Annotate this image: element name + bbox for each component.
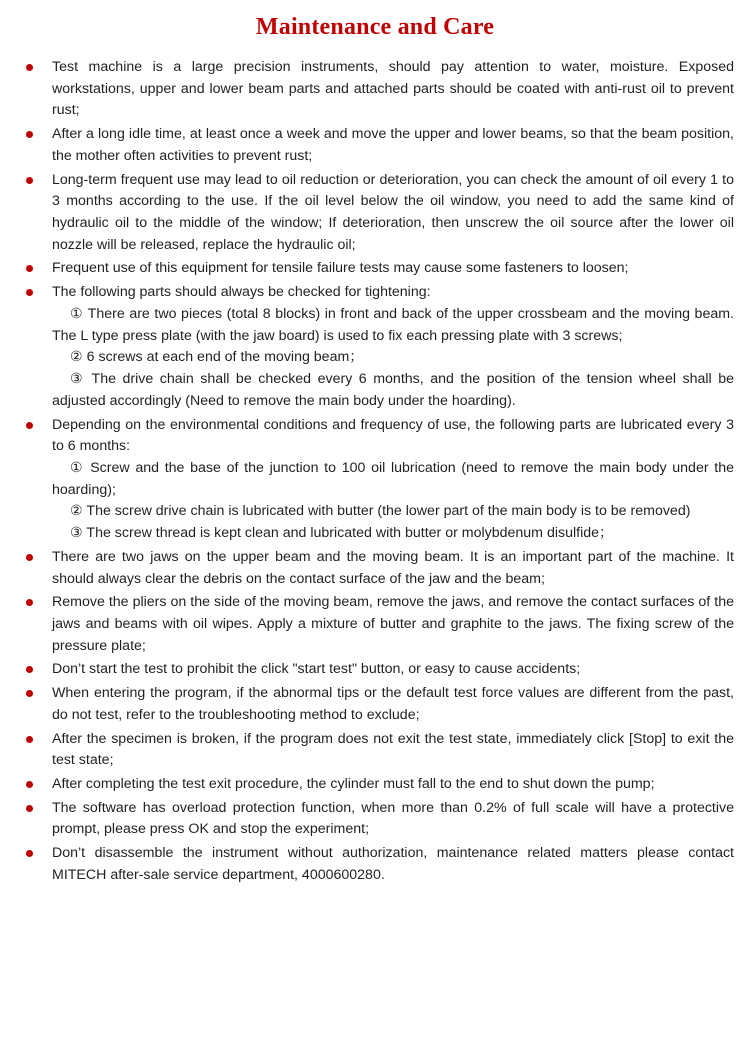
list-item bbox=[16, 415, 734, 545]
list-item-subline: ③ The screw thread is kept clean and lubricated with butter or molybdenum disulfide； bbox=[70, 525, 614, 542]
list-item-text: Remove the pliers on the side of the moving beam, remove the jaws, and remove the contact surfaces of the jaws and beams with oil wipes. Apply a mixture of butter and graphite to the jaws. The fixing screw of the pressure plate; bbox=[52, 594, 734, 654]
list-item-text: There are two jaws on the upper beam and the moving beam. It is an important part of the machine. It should always clear the debris on the contact surface of the jaw and the beam; bbox=[52, 548, 734, 587]
list-item-subline: ② The screw drive chain is lubricated with butter (the lower part of the main body is to be removed) bbox=[70, 503, 691, 520]
list-item-subline: ① Screw and the base of the junction to 100 oil lubrication (need to remove the main body under the hoarding); bbox=[52, 459, 734, 498]
list-item-text: Frequent use of this equipment for tensile failure tests may cause some fasteners to loosen; bbox=[52, 260, 629, 277]
list-item-text: Long-term frequent use may lead to oil reduction or deterioration, you can check the amount of oil every 1 to 3 months according to the use. If the oil level below the oil window, you need to add the same kind of hydraulic oil to the middle of the window; If deterioration, then unscrew the oil source after the lower oil nozzle will be released, replace the hydraulic oil; bbox=[52, 171, 734, 253]
list-item bbox=[16, 659, 734, 681]
list-item-text: After a long idle time, at least once a week and move the upper and lower beams, so that the beam position, the mother often activities to prevent rust; bbox=[52, 126, 734, 164]
list-item-text: Don’t disassemble the instrument without authorization, maintenance related matters please contact MITECH after-sale service department, 4000600280. bbox=[52, 845, 734, 883]
list-item-subline: ③ The drive chain shall be checked every 6 months, and the position of the tension wheel shall be adjusted accordingly (Need to remove the main body under the hoarding). bbox=[52, 371, 734, 409]
list-item bbox=[16, 282, 734, 412]
list-item bbox=[16, 258, 734, 280]
list-item-text: After the specimen is broken, if the program does not exit the test state, immediately click [Stop] to exit the test state; bbox=[52, 730, 734, 769]
bullet-dot-icon bbox=[26, 177, 33, 184]
list-item-text: The software has overload protection function, when more than 0.2% of full scale will have a protective prompt, please press OK and stop the experiment; bbox=[52, 799, 734, 838]
list-item bbox=[16, 774, 734, 796]
list-item bbox=[16, 843, 734, 886]
list-item-text: Don’t start the test to prohibit the click "start test" button, or easy to cause accidents; bbox=[52, 661, 581, 678]
bullet-dot-icon bbox=[26, 422, 33, 429]
bullet-dot-icon bbox=[26, 850, 33, 857]
list-item-text: The following parts should always be checked for tightening: bbox=[52, 284, 431, 301]
list-item-text: After completing the test exit procedure, the cylinder must fall to the end to shut down the pump; bbox=[52, 776, 655, 792]
list-item-text: Depending on the environmental conditions and frequency of use, the following parts are lubricated every 3 to 6 months: bbox=[52, 416, 734, 455]
bullet-dot-icon bbox=[26, 666, 33, 673]
maintenance-list bbox=[16, 57, 734, 887]
list-item bbox=[16, 592, 734, 657]
list-item bbox=[16, 57, 734, 122]
list-item-text: When entering the program, if the abnormal tips or the default test force values are different from the past, do not test, refer to the troubleshooting method to exclude; bbox=[52, 685, 734, 723]
list-item-subline: ② 6 screws at each end of the moving beam； bbox=[70, 349, 364, 366]
page-title: Maintenance and Care bbox=[255, 14, 495, 40]
list-item-subline: ① There are two pieces (total 8 blocks) in front and back of the upper crossbeam and the moving beam. The L type press plate (with the jaw board) is used to fix each pressing plate with 3 screws; bbox=[52, 305, 734, 344]
list-item bbox=[16, 547, 734, 590]
bullet-dot-icon bbox=[26, 554, 33, 561]
list-item bbox=[16, 683, 734, 726]
bullet-dot-icon bbox=[26, 131, 33, 138]
bullet-dot-icon bbox=[26, 599, 33, 606]
bullet-dot-icon bbox=[26, 781, 33, 788]
bullet-dot-icon bbox=[26, 64, 33, 71]
list-item bbox=[16, 170, 734, 257]
list-item-text: Test machine is a large precision instruments, should pay attention to water, moisture. Exposed workstations, upper and lower beam parts and attached parts should be coated with anti-rust oil to prevent rust; bbox=[52, 59, 734, 119]
bullet-dot-icon bbox=[26, 805, 33, 812]
list-item bbox=[16, 729, 734, 772]
bullet-dot-icon bbox=[26, 265, 33, 272]
bullet-dot-icon bbox=[26, 690, 33, 697]
list-item bbox=[16, 798, 734, 841]
bullet-dot-icon bbox=[26, 736, 33, 743]
list-item bbox=[16, 124, 734, 167]
bullet-dot-icon bbox=[26, 289, 33, 296]
